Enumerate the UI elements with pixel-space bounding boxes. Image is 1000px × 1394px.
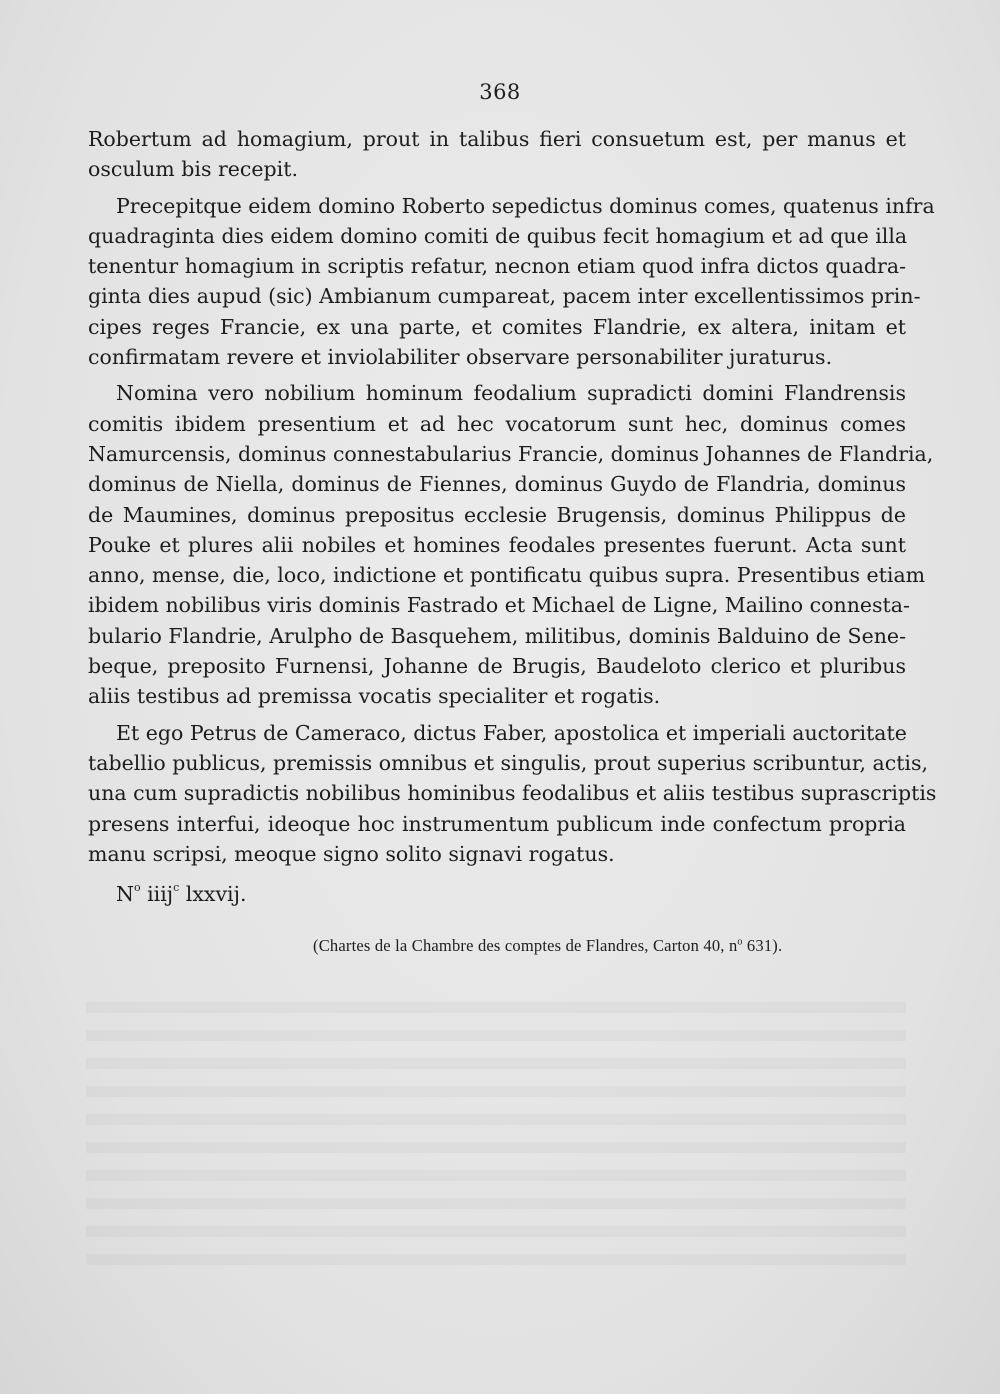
text-line: aliis testibus ad premissa vocatis specialiter et rogatis. xyxy=(88,684,661,709)
doc-number-prefix-superscript: o xyxy=(133,881,141,895)
text-line: confirmatam revere et inviolabiliter observare personabiliter juraturus. xyxy=(88,345,833,370)
text-line: comitis ibidem presentium et ad hec vocatorum sunt hec, dominus comes xyxy=(88,411,906,436)
doc-number-prefix: N xyxy=(116,881,134,906)
page-number: 368 xyxy=(479,80,521,104)
citation-text: (Chartes de la Chambre des comptes de Flandres, Carton 40, n xyxy=(313,936,738,955)
text-line: bulario Flandrie, Arulpho de Basquehem, militibus, dominis Balduino de Sene- xyxy=(88,623,906,648)
text-line: osculum bis recepit. xyxy=(88,157,298,182)
text-line: manu scripsi, meoque signo solito signavi rogatus. xyxy=(88,841,615,866)
text-line: Et ego Petrus de Cameraco, dictus Faber, apostolica et imperiali auctoritate xyxy=(116,720,907,745)
text-line: de Maumines, dominus prepositus ecclesie Brugensis, dominus Philippus de xyxy=(88,502,906,527)
citation-text-end: 631). xyxy=(742,936,783,955)
text-line: tabellio publicus, premissis omnibus et singulis, prout superius scribuntur, actis, xyxy=(88,750,929,775)
text-line: dominus de Niella, dominus de Fiennes, dominus Guydo de Flandria, dominus xyxy=(88,472,906,497)
text-line: quadraginta dies eidem domino comiti de quibus fecit homagium et ad que illa xyxy=(88,223,908,248)
text-line: Pouke et plures alii nobiles et homines feodales presentes fuerunt. Acta sunt xyxy=(88,532,906,557)
doc-number-middle: iiij xyxy=(140,881,174,906)
text-line: Robertum ad homagium, prout in talibus fieri consuetum est, per manus et xyxy=(88,127,906,151)
text-line: Nomina vero nobilium hominum feodalium supradicti domini Flandrensis xyxy=(116,381,906,406)
doc-number-middle-superscript: c xyxy=(173,881,180,895)
document-number xyxy=(88,875,906,905)
citation-superscript: o xyxy=(737,936,743,948)
text-line: beque, preposito Furnensi, Johanne de Brugis, Baudeloto clerico et pluribus xyxy=(88,654,906,679)
text-line: Precepitque eidem domino Roberto sepedictus dominus comes, quatenus infra xyxy=(116,193,935,218)
body-text xyxy=(88,124,937,906)
doc-number-suffix: lxxvij. xyxy=(179,881,247,906)
text-line: ginta dies aupud (sic) Ambianum cumpareat, pacem inter excellentissimos prin- xyxy=(88,284,921,309)
bleed-through-shadow xyxy=(86,985,906,1275)
text-line: anno, mense, die, loco, indictione et pontificatu quibus supra. Presentibus etiam xyxy=(88,563,926,588)
text-line: una cum supradictis nobilibus hominibus feodalibus et aliis testibus suprascriptis xyxy=(88,781,937,806)
text-line: tenentur homagium in scriptis refatur, necnon etiam quod infra dictos quadra- xyxy=(88,254,906,279)
text-line: Namurcensis, dominus connestabularius Francie, dominus Johannes de Flandria, xyxy=(88,441,934,466)
text-line: cipes reges Francie, ex una parte, et comites Flandrie, ex altera, initam et xyxy=(88,314,906,339)
source-citation xyxy=(313,936,782,956)
text-line: ibidem nobilibus viris dominis Fastrado et Michael de Ligne, Mailino connesta- xyxy=(88,593,910,618)
text-line: presens interfui, ideoque hoc instrumentum publicum inde confectum propria xyxy=(88,811,906,836)
